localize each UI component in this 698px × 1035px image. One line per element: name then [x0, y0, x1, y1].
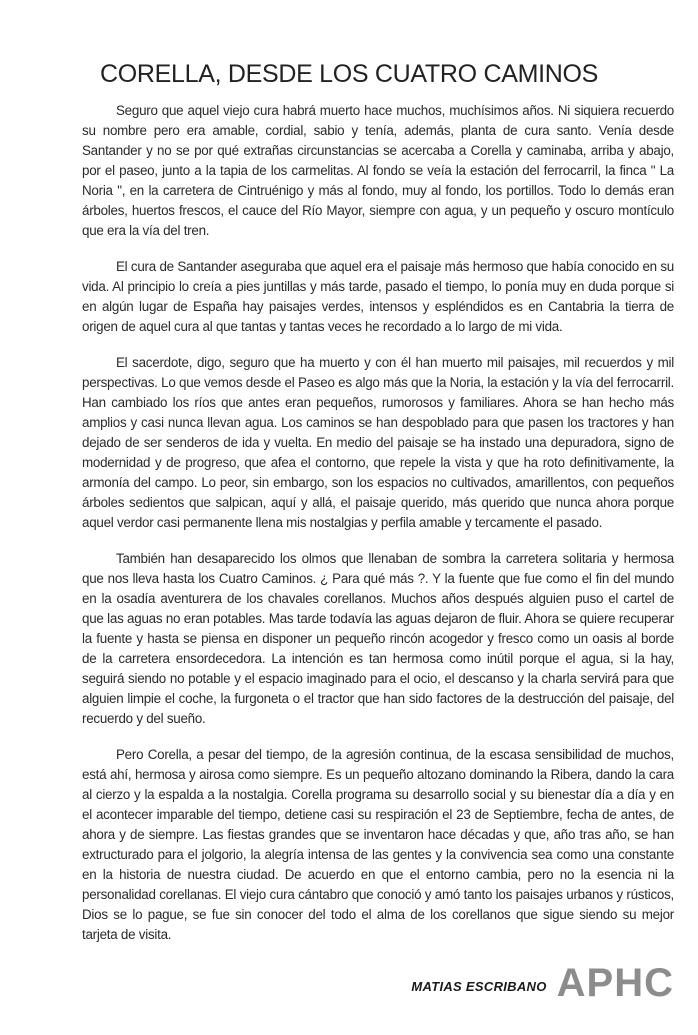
article-body: [82, 101, 674, 945]
paragraph: Seguro que aquel viejo cura habrá muerto hace muchos, muchísimos años. Ni siquiera recuerdo su nombre pero era amable, cordial, sabio y tenía, además, planta de cura santo. Venía desde Santander y no se por qué extrañas circunstancias se acercaba a Corella y caminaba, arriba y abajo, por el paseo, junto a la tapia de los carmelitas. Al fondo se veía la estación del ferrocarril, la finca " La Noria ", en la carretera de Cintruénigo y más al fondo, muy al fondo, los portillos. Todo lo demás eran árboles, huertos frescos, el cauce del Río Mayor, siempre con agua, y un pequeño y oscuro montículo que era la vía del tren.: [82, 103, 674, 238]
paragraph: El sacerdote, digo, seguro que ha muerto y con él han muerto mil paisajes, mil recuerdos y mil perspectivas. Lo que vemos desde el Paseo es algo más que la Noria, la estación y la vía del ferrocarril. Han cambiado los ríos que antes eran pequeños, rumorosos y familiares. Ahora se han hecho más amplios y casi nunca llevan agua. Los caminos se han despoblado para que pasen los tractores y han dejado de ser senderos de ida y vuelta. En medio del paisaje se ha instado una depuradora, signo de modernidad y de progreso, que afea el contorno, que repele la vista y que ha roto definitivamente, la armonía del campo. Lo peor, sin embargo, son los espacios no cultivados, amarillentos, con pequeños árboles sedientos que salpican, aquí y allá, el paisaje querido, más querido que nunca ahora porque aquel verdor casi permanente llena mis nostalgias y perfila amable y tercamente el pasado.: [82, 355, 674, 530]
article-footer: [82, 961, 674, 1005]
author-signature: MATIAS ESCRIBANO: [411, 979, 547, 994]
paragraph: Pero Corella, a pesar del tiempo, de la agresión continua, de la escasa sensibilidad de muchos, está ahí, hermosa y airosa como siempre. Es un pequeño altozano dominando la Ribera, dando la cara al cierzo y la espalda a la nostalgia. Corella programa su desarrollo social y su bienestar día a día y en el acontecer imparable del tiempo, detiene casi su respiración el 23 de Septiembre, fecha de antes, de ahora y de siempre. Las fiestas grandes que se inventaron hace décadas y que, año tras año, se han extructurado para el jolgorio, la alegría intensa de las gentes y la convivencia sea como una constante en la historia de nuestra ciudad. De acuerdo en que el entorno cambia, pero no la esencia ni la personalidad corellanas. El viejo cura cántabro que conoció y amó tanto los paisajes urbanos y rústicos, Dios se lo pague, se fue sin conocer del todo el alma de los corellanos que sigue siendo su mejor tarjeta de visita.: [82, 747, 674, 942]
article-title: CORELLA, DESDE LOS CUATRO CAMINOS: [99, 60, 599, 88]
paragraph: El cura de Santander aseguraba que aquel era el paisaje más hermoso que había conocido en su vida. Al principio lo creía a pies juntillas y más tarde, pasado el tiempo, lo ponía muy en duda porque si en algún lugar de España hay paisajes verdes, intensos y espléndidos es en Cantabria la tierra de origen de aquel cura al que tantas y tantas veces he recordado a lo largo de mi vida.: [82, 259, 674, 334]
paragraph: También han desaparecido los olmos que llenaban de sombra la carretera solitaria y hermosa que nos lleva hasta los Cuatro Caminos. ¿ Para qué más ?. Y la fuente que fue como el fin del mundo en la osadía aventurera de los chavales corellanos. Muchos años después alguien puso el cartel de que las aguas no eran potables. Mas tarde todavía las aguas dejaron de fluir. Ahora se quiere recuperar la fuente y hasta se piensa en disponer un pequeño rincón acogedor y fresco como un oasis al borde de la carretera ensordecedora. La intención es tan hermosa como inútil porque el agua, si la hay, seguirá siendo no potable y el espacio imaginado para el ocio, el descanso y la charla servirá para que alguien limpie el coche, la furgoneta o el tractor que han sido factores de la destrucción del paisaje, del recuerdo y del sueño.: [82, 551, 674, 726]
watermark-logo: APHC: [556, 961, 674, 1005]
